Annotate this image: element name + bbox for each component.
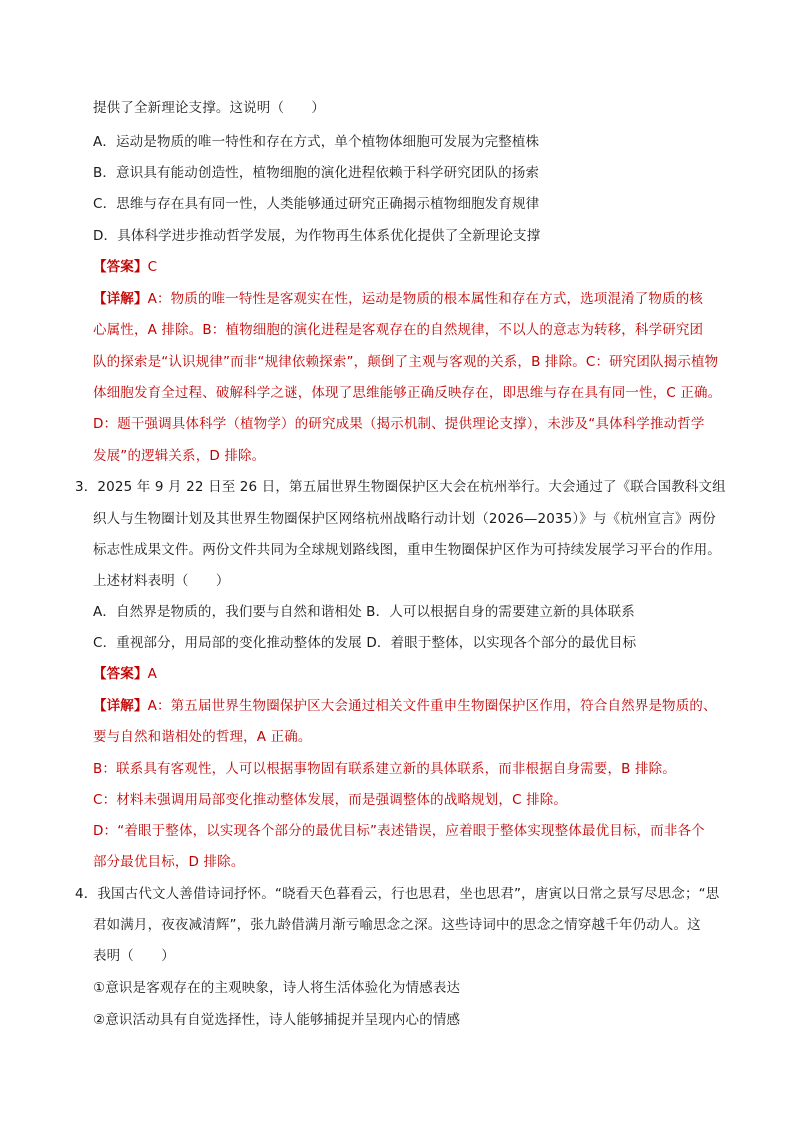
- q2-explain-line-4: 体细胞发育全过程、破解科学之谜，体现了思维能够正确反映存在，即思维与存在具有同一性，C 正确。: [93, 385, 722, 401]
- q2-explain-label: 【详解】: [93, 291, 148, 307]
- q3-answer: [93, 664, 157, 684]
- q2-option-b: B．意识具有能动创造性，植物细胞的演化进程依赖于科学研究团队的扬索: [93, 165, 540, 181]
- q3-explain-label: 【详解】: [93, 698, 148, 714]
- q3-explain-line-6: 部分最优目标，D 排除。: [93, 854, 245, 870]
- q2-explain-line-1: [93, 289, 703, 309]
- q2-explain-line-3: 队的探索是“认识规律”而非“规律依赖探索”，颠倒了主观与客观的关系，B 排除。C：研究团队揭示植物: [93, 354, 719, 370]
- q3-stem-line-2: 织人与生物圈计划及其世界生物圈保护区网络杭州战略行动计划（2026—2035）》与《杭州宣言》两份: [93, 511, 716, 527]
- q2-answer-value: C: [147, 259, 158, 275]
- q3-explain-line-2: 要与自然和谐相处的哲理，A 正确。: [93, 729, 312, 745]
- q4-stem-line-2: 君如满月，夜夜减清辉”，张九龄借满月渐亏喻思念之深。这些诗词中的思念之情穿越千年仍动人。这: [93, 917, 701, 933]
- q3-explain-line-5: D：“着眼于整体，以实现各个部分的最优目标”表述错误，应着眼于整体实现整体最优目标，而非各个: [93, 823, 705, 839]
- q2-answer: [93, 257, 157, 277]
- q2-option-a: A．运动是物质的唯一特性和存在方式，单个植物体细胞可发展为完整植株: [93, 134, 540, 150]
- q2-explain-line-5: D：题干强调具体科学（植物学）的研究成果（揭示机制、提供理论支撑），未涉及“具体科学推动哲学: [93, 416, 705, 432]
- q4-stem-line-1: 4．我国古代文人善借诗词抒怀。“晓看天色暮看云，行也思君，坐也思君”，唐寅以日常之景写尽思念；“思: [75, 886, 720, 902]
- q2-option-c: C．思维与存在具有同一性，人类能够通过研究正确揭示植物细胞发育规律: [93, 196, 540, 212]
- q4-stem-line-3: 表明（ ）: [93, 948, 175, 964]
- q4-item-2: ②意识活动具有自觉选择性，诗人能够捕捉并呈现内心的情感: [93, 1012, 461, 1028]
- q4-item-1: ①意识是客观存在的主观映象，诗人将生活体验化为情感表达: [93, 980, 461, 996]
- q3-stem-line-3: 标志性成果文件。两份文件共同为全球规划路线图，重申生物圈保护区作为可持续发展学习平台的作用。: [93, 542, 721, 558]
- q3-answer-value: A: [147, 666, 157, 682]
- q2-explain-line-6: 发展”的逻辑关系，D 排除。: [93, 448, 266, 464]
- q3-stem-line-1: 3．2025 年 9 月 22 日至 26 日，第五届世界生物圈保护区大会在杭州举行。大会通过了《联合国教科文组: [75, 479, 726, 495]
- q3-explain-line-1: [93, 696, 717, 716]
- q2-answer-label: 【答案】: [93, 259, 148, 275]
- q2-explain-text-1: A：物质的唯一特性是客观实在性，运动是物质的根本属性和存在方式，选项混淆了物质的核: [147, 291, 703, 307]
- q2-option-d: D．具体科学进步推动哲学发展，为作物再生体系优化提供了全新理论支撑: [93, 228, 541, 244]
- q2-stem-tail: 提供了全新理论支撑。这说明（ ）: [93, 100, 326, 116]
- q3-explain-text-1: A：第五届世界生物圈保护区大会通过相关文件重申生物圈保护区作用，符合自然界是物质的、: [147, 698, 717, 714]
- q3-explain-line-3: B：联系具有客观性，人可以根据事物固有联系建立新的具体联系，而非根据自身需要，B 排除。: [93, 761, 676, 777]
- q3-stem-line-4: 上述材料表明（ ）: [93, 573, 230, 589]
- q3-options-cd: C．重视部分，用局部的变化推动整体的发展 D．着眼于整体，以实现各个部分的最优目标: [93, 635, 637, 651]
- q2-explain-line-2: 心属性，A 排除。B：植物细胞的演化进程是客观存在的自然规律，不以人的意志为转移，科学研究团: [93, 322, 704, 338]
- q3-explain-line-4: C：材料未强调用局部变化推动整体发展，而是强调整体的战略规划，C 排除。: [93, 792, 568, 808]
- q3-answer-label: 【答案】: [93, 666, 148, 682]
- q3-options-ab: A．自然界是物质的，我们要与自然和谐相处 B．人可以根据自身的需要建立新的具体联系: [93, 604, 635, 620]
